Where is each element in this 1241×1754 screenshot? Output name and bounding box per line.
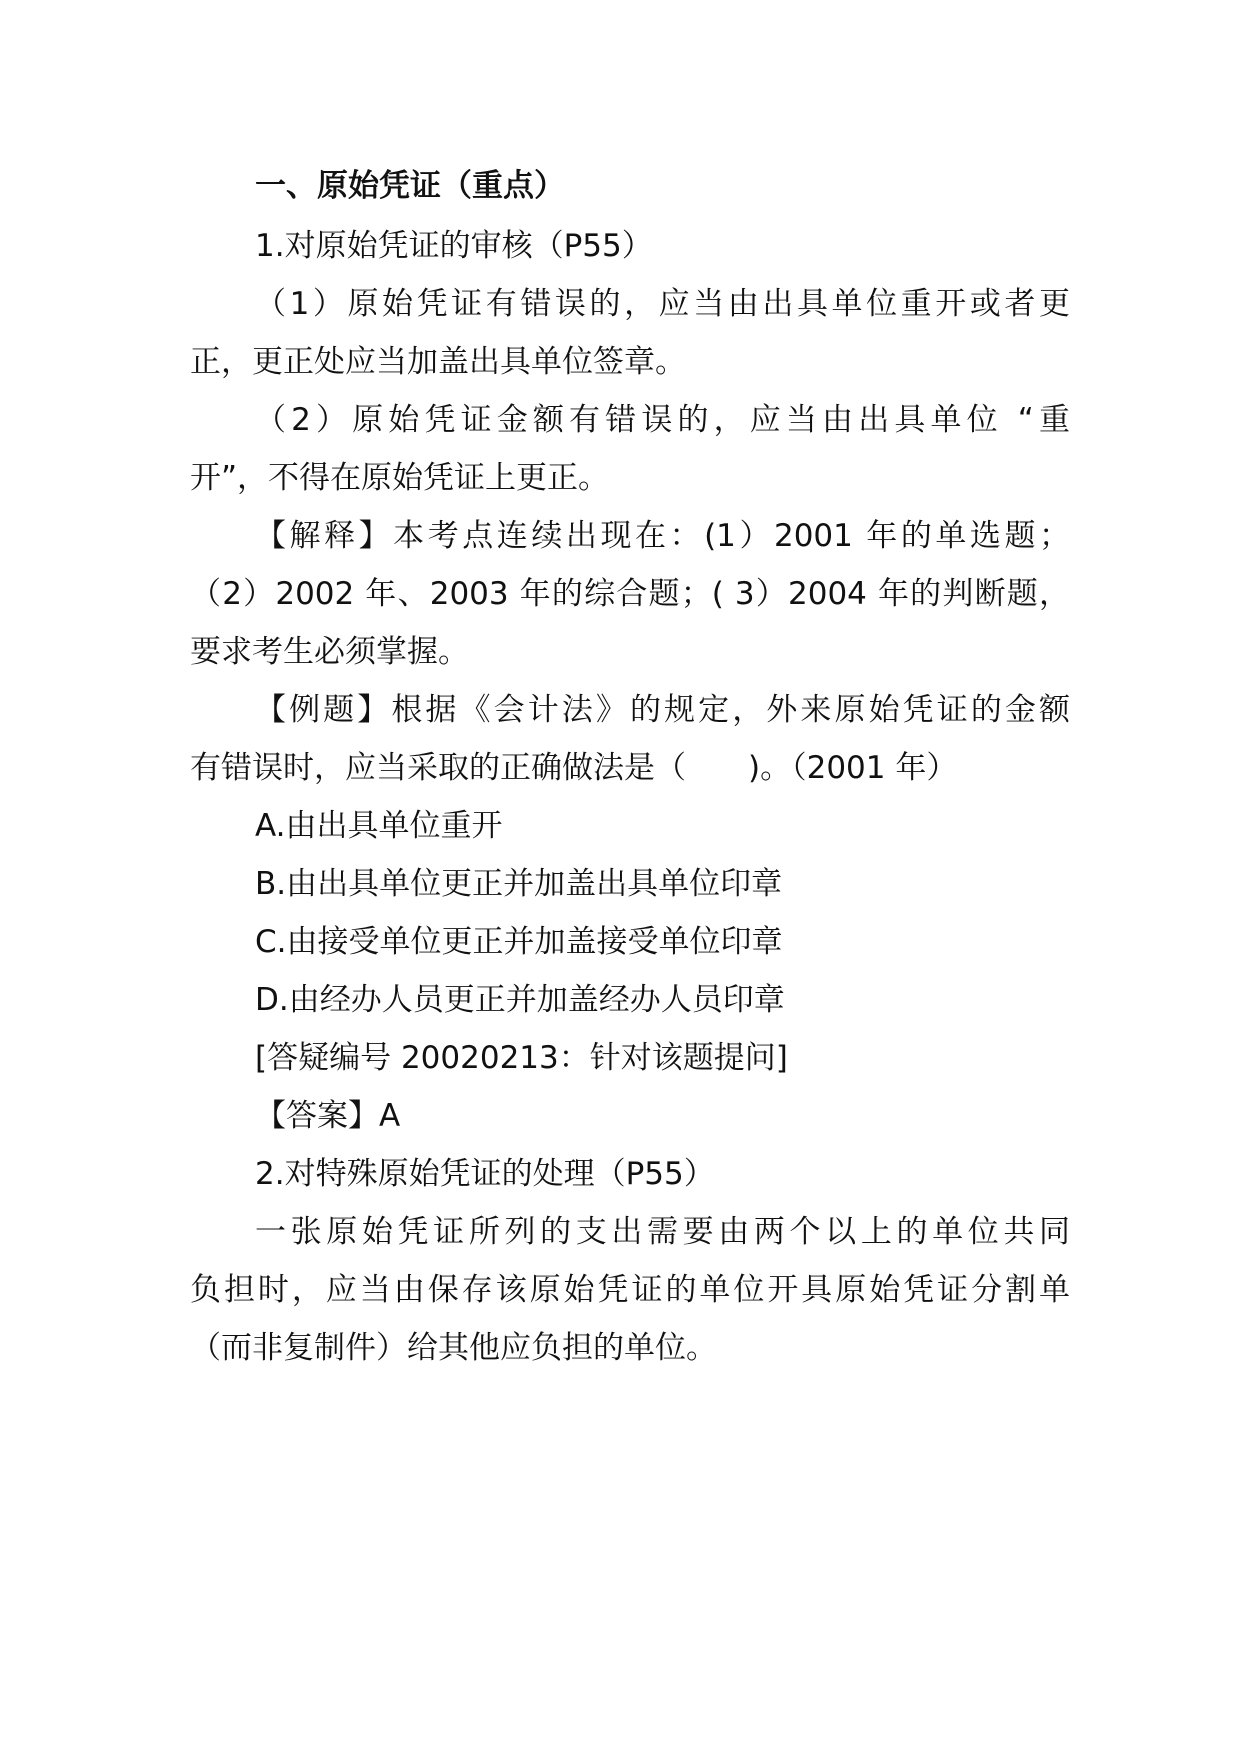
paragraph-item-1-line-2: 正，更正处应当加盖出具单位签章。	[190, 344, 686, 380]
qa-reference: [答疑编号 20020213：针对该题提问]	[255, 1040, 788, 1076]
option-c: C.由接受单位更正并加盖接受单位印章	[255, 924, 783, 960]
subsection-title-2: 2.对特殊原始凭证的处理（P55）	[255, 1156, 715, 1192]
paragraph-item-2-line-1: （2）原始凭证金额有错误的，应当由出具单位 “重	[255, 402, 1070, 438]
example-line-2: 有错误时，应当采取的正确做法是（ )。（2001 年）	[190, 750, 958, 786]
paragraph-2-line-2: 负担时，应当由保存该原始凭证的单位开具原始凭证分割单	[190, 1272, 1070, 1308]
answer: 【答案】A	[255, 1098, 401, 1134]
subsection-title-1: 1.对原始凭证的审核（P55）	[255, 228, 653, 264]
option-d: D.由经办人员更正并加盖经办人员印章	[255, 982, 785, 1018]
paragraph-2-line-3: （而非复制件）给其他应负担的单位。	[190, 1330, 717, 1366]
paragraph-item-2-line-2: 开”，不得在原始凭证上更正。	[190, 460, 610, 496]
section-heading: 一、原始凭证（重点）	[255, 168, 565, 204]
explanation-line-1: 【解释】本考点连续出现在：(1）2001 年的单选题；	[255, 518, 1070, 554]
option-b: B.由出具单位更正并加盖出具单位印章	[255, 866, 783, 902]
explanation-line-3: 要求考生必须掌握。	[190, 634, 469, 670]
explanation-line-2: （2）2002 年、2003 年的综合题；( 3）2004 年的判断题，	[190, 576, 1070, 612]
paragraph-2-line-1: 一张原始凭证所列的支出需要由两个以上的单位共同	[255, 1214, 1070, 1250]
example-line-1: 【例题】根据《会计法》的规定，外来原始凭证的金额	[255, 692, 1070, 728]
paragraph-item-1-line-1: （1）原始凭证有错误的，应当由出具单位重开或者更	[255, 286, 1070, 322]
option-a: A.由出具单位重开	[255, 808, 503, 844]
